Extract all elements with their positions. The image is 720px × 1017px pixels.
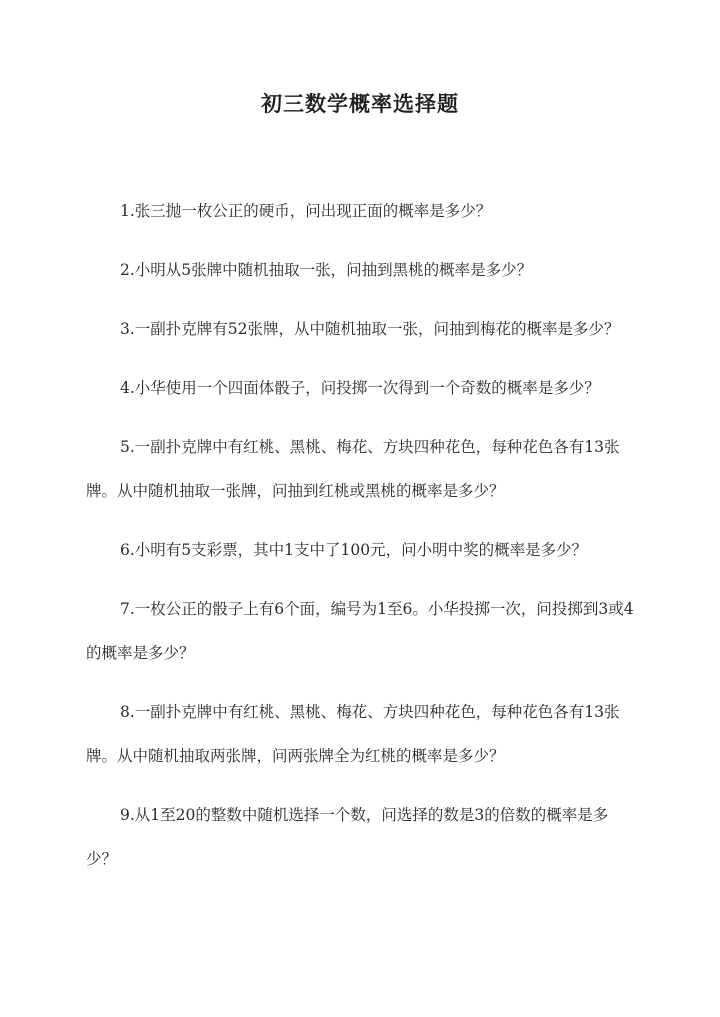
document-title: 初三数学概率选择题: [261, 91, 459, 116]
question-2: 2.小明从5张牌中随机抽取一张，问抽到黑桃的概率是多少？: [120, 261, 533, 279]
question-5: 5.一副扑克牌中有红桃、黑桃、梅花、方块四种花色，每种花色各有13张牌。从中随机抽取一张牌，问抽到红桃或黑桃的概率是多少？: [86, 438, 620, 500]
question-4: 4.小华使用一个四面体骰子，问投掷一次得到一个奇数的概率是多少？: [120, 379, 600, 397]
question-list: [86, 189, 638, 896]
question-8: 8.一副扑克牌中有红桃、黑桃、梅花、方块四种花色，每种花色各有13张牌。从中随机抽取两张牌，问两张牌全为红桃的概率是多少？: [86, 703, 620, 765]
question-3: 3.一副扑克牌有52张牌，从中随机抽取一张，问抽到梅花的概率是多少？: [120, 320, 620, 338]
question-7: 7.一枚公正的骰子上有6个面，编号为1至6。小华投掷一次，问投掷到3或4的概率是多少？: [86, 600, 634, 662]
question-1: 1.张三抛一枚公正的硬币，问出现正面的概率是多少？: [120, 202, 492, 220]
question-6: 6.小明有5支彩票，其中1支中了100元，问小明中奖的概率是多少？: [120, 541, 588, 559]
question-9: 9.从1至20的整数中随机选择一个数，问选择的数是3的倍数的概率是多少？: [86, 806, 609, 868]
